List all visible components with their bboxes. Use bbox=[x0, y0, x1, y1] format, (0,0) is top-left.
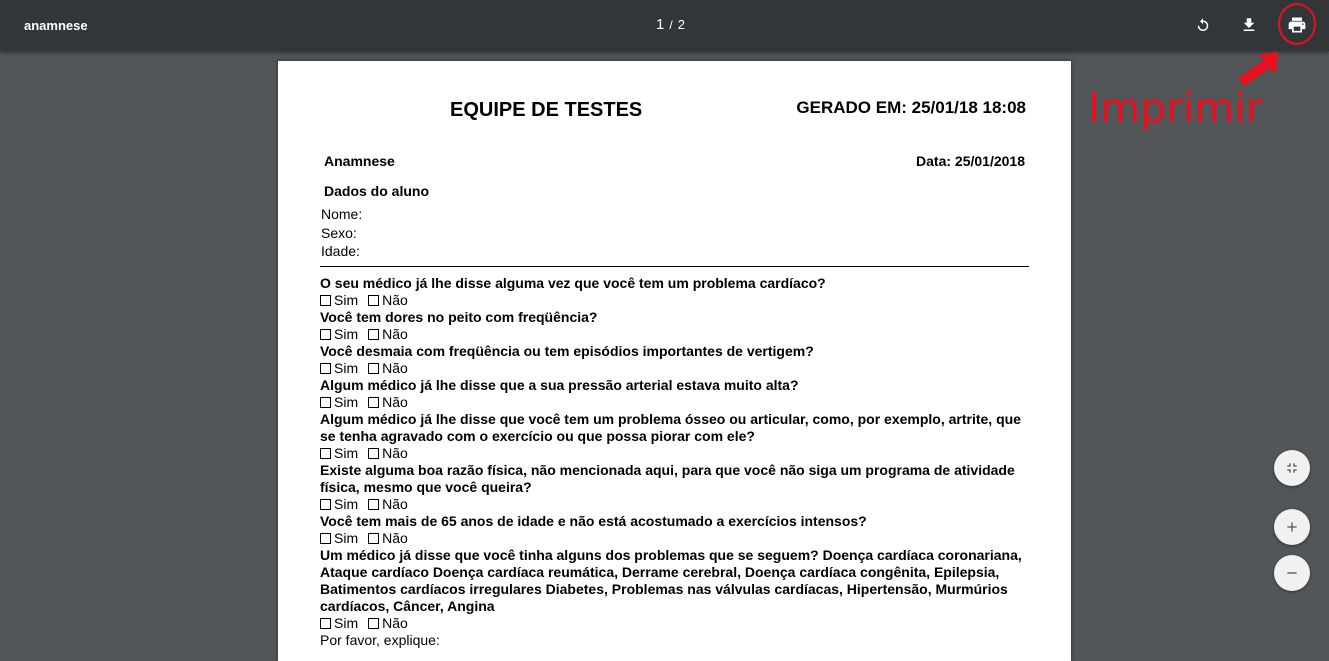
checkbox-sim bbox=[320, 618, 331, 629]
document-title: anamnese bbox=[24, 18, 88, 33]
option-nao bbox=[368, 530, 408, 547]
option-nao bbox=[368, 394, 408, 411]
section-heading: Dados do aluno bbox=[324, 183, 429, 199]
option-nao bbox=[368, 496, 408, 513]
answer-options bbox=[320, 360, 1030, 377]
minus-icon bbox=[1284, 565, 1300, 581]
plus-icon bbox=[1284, 519, 1300, 535]
checkbox-nao bbox=[368, 363, 379, 374]
page-current[interactable]: 1 bbox=[656, 16, 665, 33]
checkbox-sim bbox=[320, 295, 331, 306]
option-label: Sim bbox=[334, 360, 359, 376]
report-title: EQUIPE DE TESTES bbox=[450, 99, 643, 121]
checkbox-sim bbox=[320, 499, 331, 510]
checkbox-sim bbox=[320, 448, 331, 459]
fit-page-icon bbox=[1284, 460, 1300, 476]
checkbox-sim bbox=[320, 363, 331, 374]
option-label: Sim bbox=[334, 496, 359, 512]
answer-options bbox=[320, 326, 1030, 343]
option-nao bbox=[368, 292, 408, 309]
option-label: Sim bbox=[334, 445, 359, 461]
option-label: Não bbox=[382, 530, 408, 546]
rotate-icon bbox=[1194, 16, 1212, 34]
option-label: Sim bbox=[334, 326, 359, 342]
option-nao bbox=[368, 360, 408, 377]
option-label: Não bbox=[382, 615, 408, 631]
print-highlight-circle bbox=[1278, 3, 1316, 45]
option-label: Não bbox=[382, 496, 408, 512]
rotate-button[interactable] bbox=[1191, 13, 1215, 37]
option-sim bbox=[320, 360, 358, 377]
option-sim bbox=[320, 445, 358, 462]
download-icon bbox=[1240, 16, 1258, 34]
question: Você tem mais de 65 anos de idade e não está acostumado a exercícios intensos? bbox=[320, 513, 867, 529]
divider bbox=[320, 266, 1029, 267]
question: Você tem dores no peito com freqüência? bbox=[320, 309, 598, 325]
checkbox-nao bbox=[368, 448, 379, 459]
explain-prompt: Por favor, explique: bbox=[320, 632, 440, 648]
option-sim bbox=[320, 615, 358, 632]
answer-options bbox=[320, 445, 1030, 462]
page-total: 2 bbox=[677, 17, 685, 32]
question: Existe alguma boa razão física, não mencionada aqui, para que você não siga um programa de atividade física, mesmo que você queira? bbox=[320, 462, 1015, 495]
option-label: Não bbox=[382, 360, 408, 376]
option-sim bbox=[320, 496, 358, 513]
option-label: Não bbox=[382, 292, 408, 308]
download-button[interactable] bbox=[1237, 13, 1261, 37]
answer-options bbox=[320, 394, 1030, 411]
page-separator: / bbox=[669, 18, 673, 32]
form-date: Data: 25/01/2018 bbox=[916, 153, 1025, 169]
zoom-in-button[interactable] bbox=[1274, 509, 1310, 545]
pdf-toolbar bbox=[0, 0, 1329, 51]
question: Algum médico já lhe disse que a sua pressão arterial estava muito alta? bbox=[320, 377, 799, 393]
answer-options bbox=[320, 496, 1030, 513]
student-fields bbox=[321, 205, 362, 261]
checkbox-nao bbox=[368, 397, 379, 408]
answer-options bbox=[320, 292, 1030, 309]
option-label: Sim bbox=[334, 394, 359, 410]
form-name: Anamnese bbox=[324, 153, 395, 169]
checkbox-sim bbox=[320, 397, 331, 408]
pdf-page bbox=[278, 61, 1071, 661]
option-sim bbox=[320, 292, 358, 309]
checkbox-nao bbox=[368, 533, 379, 544]
question: O seu médico já lhe disse alguma vez que você tem um problema cardíaco? bbox=[320, 275, 826, 291]
option-sim bbox=[320, 394, 358, 411]
option-sim bbox=[320, 326, 358, 343]
option-nao bbox=[368, 445, 408, 462]
checkbox-sim bbox=[320, 533, 331, 544]
option-label: Sim bbox=[334, 530, 359, 546]
checkbox-nao bbox=[368, 618, 379, 629]
option-label: Sim bbox=[334, 292, 359, 308]
field-sex: Sexo: bbox=[321, 224, 357, 241]
answer-options bbox=[320, 615, 1030, 632]
option-sim bbox=[320, 530, 358, 547]
checkbox-nao bbox=[368, 329, 379, 340]
fit-page-button[interactable] bbox=[1274, 450, 1310, 486]
annotation-label: Imprimir bbox=[1088, 84, 1263, 132]
checkbox-nao bbox=[368, 295, 379, 306]
field-name: Nome: bbox=[321, 206, 363, 222]
question: Um médico já disse que você tinha alguns dos problemas que se seguem? Doença cardíaca coronariana, Ataque cardíaco Doença cardíaca reumática, Derrame cerebral, Doença cardíaca congênita, Epilepsia, Batimentos cardíacos irregulares Diabetes, Problemas nas válvulas cardíacas, Hipertensão, Murmúrios cardíacos, Câncer, Angina bbox=[320, 547, 1022, 614]
option-nao bbox=[368, 326, 408, 343]
zoom-out-button[interactable] bbox=[1274, 555, 1310, 591]
checkbox-sim bbox=[320, 329, 331, 340]
page-indicator bbox=[656, 16, 685, 33]
generated-timestamp: GERADO EM: 25/01/18 18:08 bbox=[796, 98, 1026, 117]
annotation-arrow-icon bbox=[1234, 48, 1284, 88]
question-list bbox=[320, 275, 1030, 649]
question: Algum médico já lhe disse que você tem um problema ósseo ou articular, como, por exemplo, artrite, que se tenha agravado com o exercício ou que possa piorar com ele? bbox=[320, 411, 1021, 444]
question: Você desmaia com freqüência ou tem episódios importantes de vertigem? bbox=[320, 343, 814, 359]
option-label: Sim bbox=[334, 615, 359, 631]
field-age: Idade: bbox=[321, 243, 360, 259]
option-label: Não bbox=[382, 445, 408, 461]
checkbox-nao bbox=[368, 499, 379, 510]
option-label: Não bbox=[382, 326, 408, 342]
option-nao bbox=[368, 615, 408, 632]
answer-options bbox=[320, 530, 1030, 547]
option-label: Não bbox=[382, 394, 408, 410]
